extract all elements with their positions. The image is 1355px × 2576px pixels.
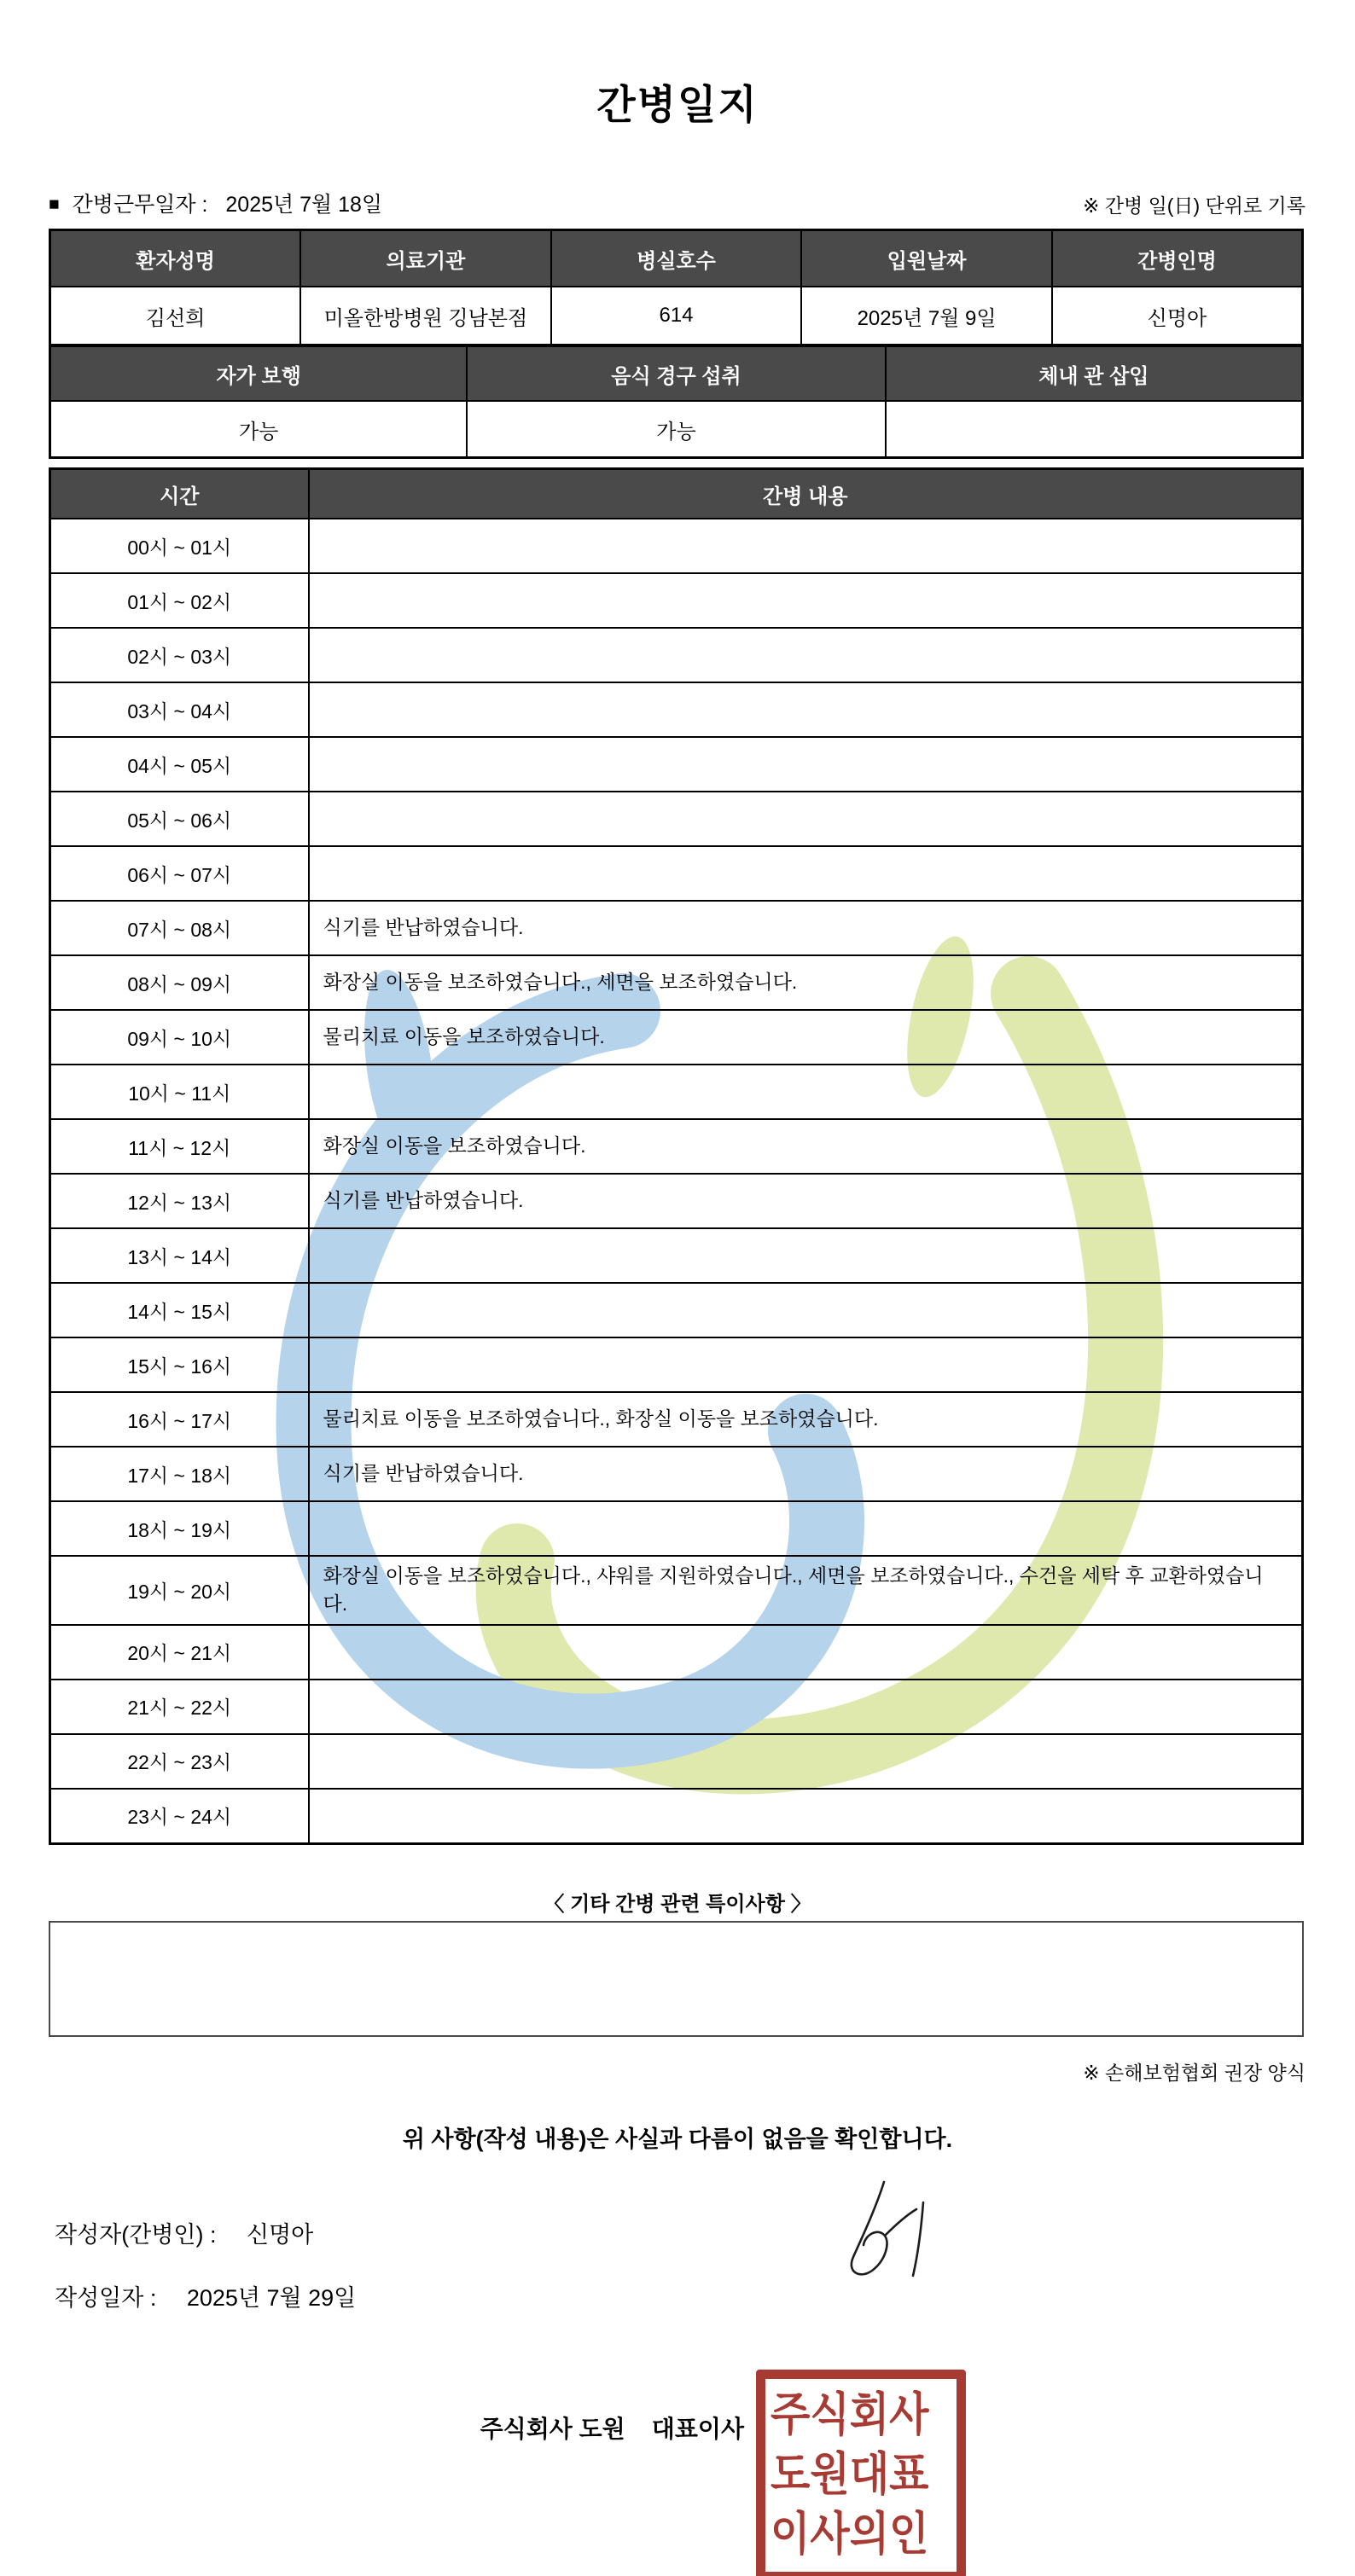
care-row (50, 1010, 1303, 1065)
care-row-content (309, 682, 1303, 737)
care-row (50, 1119, 1303, 1174)
care-row-time: 20시 ~ 21시 (50, 1625, 309, 1680)
care-row-time: 08시 ~ 09시 (50, 955, 309, 1010)
care-row-time: 00시 ~ 01시 (50, 519, 309, 573)
care-row (50, 737, 1303, 792)
care-row-content (309, 1789, 1303, 1844)
unit-note: ※ 간병 일(日) 단위로 기록 (1083, 194, 1306, 217)
care-row (50, 955, 1303, 1010)
care-row-time: 21시 ~ 22시 (50, 1680, 309, 1734)
handwritten-signature (835, 2175, 1018, 2282)
care-row-time: 15시 ~ 16시 (50, 1337, 309, 1392)
care-row-content: 식기를 반납하였습니다. (309, 901, 1303, 955)
medical-institution: 미올한방병원 깅남본점 (300, 287, 551, 345)
care-row-time: 11시 ~ 12시 (50, 1119, 309, 1174)
header-self-walking: 자가 보행 (50, 346, 468, 402)
internal-tube-value (886, 401, 1303, 458)
care-row-content (309, 519, 1303, 573)
care-row (50, 1680, 1303, 1734)
care-row-content (309, 1065, 1303, 1119)
care-row (50, 519, 1303, 573)
patient-value-row (50, 287, 1303, 345)
corporate-seal-stamp (756, 2370, 966, 2576)
patient-status-table (49, 345, 1304, 459)
care-header-row (50, 469, 1303, 519)
care-row-content (309, 1680, 1303, 1734)
care-row-time: 09시 ~ 10시 (50, 1010, 309, 1065)
header-room-number: 병실호수 (551, 230, 802, 287)
stamp-row-1: 주식회사 (771, 2389, 929, 2441)
care-row (50, 1501, 1303, 1556)
header-internal-tube: 체내 관 삽입 (886, 346, 1303, 402)
care-row (50, 1789, 1303, 1844)
written-date-value: 2025년 7월 29일 (186, 2285, 357, 2311)
care-row (50, 682, 1303, 737)
remarks-label: 〈 기타 간병 관련 특이사항 〉 (544, 1893, 811, 1916)
header-patient-name: 환자성명 (50, 230, 301, 287)
work-date-label: 간병근무일자 : (72, 193, 208, 217)
care-row (50, 1283, 1303, 1337)
care-row-content (309, 1501, 1303, 1556)
care-row-content: 식기를 반납하였습니다. (309, 1174, 1303, 1228)
writer-name: 신명아 (246, 2222, 314, 2248)
header-medical-institution: 의료기관 (300, 230, 551, 287)
care-row-content (309, 1734, 1303, 1789)
caregiver-name: 신명아 (1052, 287, 1303, 345)
writer-label: 작성자(간병인) : (55, 2222, 223, 2248)
care-row-content (309, 737, 1303, 792)
care-row (50, 1625, 1303, 1680)
care-row-time: 04시 ~ 05시 (50, 737, 309, 792)
care-row (50, 1228, 1303, 1283)
status-value-row (50, 401, 1303, 458)
care-row-content: 물리치료 이동을 보조하였습니다., 화장실 이동을 보조하였습니다. (309, 1392, 1303, 1447)
care-row-content (309, 792, 1303, 846)
care-row (50, 573, 1303, 628)
care-row-time: 03시 ~ 04시 (50, 682, 309, 737)
stamp-row-3: 이사의인 (771, 2509, 929, 2561)
care-row (50, 1734, 1303, 1789)
work-date-line (49, 188, 382, 218)
header-admission-date: 입원날짜 (801, 230, 1052, 287)
care-row (50, 846, 1303, 901)
care-row-time: 19시 ~ 20시 (50, 1556, 309, 1625)
care-row-time: 06시 ~ 07시 (50, 846, 309, 901)
care-row (50, 1065, 1303, 1119)
header-caregiver-name: 간병인명 (1052, 230, 1303, 287)
company-representative-line: 주식회사 도원 대표이사 (480, 2416, 744, 2442)
care-row-time: 18시 ~ 19시 (50, 1501, 309, 1556)
care-row (50, 628, 1303, 682)
care-row-content: 물리치료 이동을 보조하였습니다. (309, 1010, 1303, 1065)
stamp-row-2: 도원대표 (771, 2449, 929, 2501)
care-row-time: 23시 ~ 24시 (50, 1789, 309, 1844)
care-row-time: 05시 ~ 06시 (50, 792, 309, 846)
care-log-table (49, 467, 1304, 1845)
page-title: 간병일지 (596, 82, 759, 127)
care-row-content (309, 846, 1303, 901)
header-oral-intake: 음식 경구 섭취 (467, 346, 885, 402)
care-table-body (50, 519, 1303, 1843)
care-row (50, 1392, 1303, 1447)
care-row-time: 10시 ~ 11시 (50, 1065, 309, 1119)
care-row (50, 1337, 1303, 1392)
admission-date: 2025년 7월 9일 (801, 287, 1052, 345)
written-date-line (55, 2279, 356, 2312)
header-care-content: 간병 내용 (309, 469, 1303, 519)
care-row-time: 22시 ~ 23시 (50, 1734, 309, 1789)
patient-name: 김선희 (50, 287, 301, 345)
care-row-content (309, 573, 1303, 628)
work-date-value: 2025년 7월 18일 (225, 193, 383, 217)
confirmation-statement: 위 사항(작성 내용)은 사실과 다름이 없음을 확인합니다. (402, 2126, 953, 2152)
care-row-content (309, 628, 1303, 682)
care-row-content: 식기를 반납하였습니다. (309, 1447, 1303, 1501)
care-row-time: 17시 ~ 18시 (50, 1447, 309, 1501)
care-row-time: 07시 ~ 08시 (50, 901, 309, 955)
oral-intake-value: 가능 (467, 401, 885, 458)
care-row-time: 13시 ~ 14시 (50, 1228, 309, 1283)
self-walking-value: 가능 (50, 401, 468, 458)
care-row (50, 1174, 1303, 1228)
status-header-row (50, 346, 1303, 402)
care-row (50, 1556, 1303, 1625)
written-date-label: 작성일자 : (55, 2285, 163, 2311)
care-row-content: 화장실 이동을 보조하였습니다., 샤워를 지원하였습니다., 세면을 보조하였습니다., 수건을 세탁 후 교환하였습니다. (309, 1556, 1303, 1625)
care-row-time: 02시 ~ 03시 (50, 628, 309, 682)
care-row-content: 화장실 이동을 보조하였습니다., 세면을 보조하였습니다. (309, 955, 1303, 1010)
care-row-content (309, 1337, 1303, 1392)
form-note: ※ 손해보험협회 권장 양식 (1083, 2062, 1306, 2084)
care-row-content: 화장실 이동을 보조하였습니다. (309, 1119, 1303, 1174)
meta-line (49, 188, 1306, 217)
care-row-content (309, 1283, 1303, 1337)
writer-line (55, 2216, 313, 2249)
care-row-time: 12시 ~ 13시 (50, 1174, 309, 1228)
care-row-time: 14시 ~ 15시 (50, 1283, 309, 1337)
care-row (50, 901, 1303, 955)
care-row-time: 16시 ~ 17시 (50, 1392, 309, 1447)
care-row-content (309, 1228, 1303, 1283)
patient-header-row (50, 230, 1303, 287)
bullet-square-icon: ■ (49, 194, 60, 214)
patient-info-table (49, 229, 1304, 346)
room-number: 614 (551, 287, 802, 345)
care-row (50, 792, 1303, 846)
remarks-box (49, 1921, 1304, 2037)
header-time: 시간 (50, 469, 309, 519)
care-row-content (309, 1625, 1303, 1680)
care-row-time: 01시 ~ 02시 (50, 573, 309, 628)
care-row (50, 1447, 1303, 1501)
